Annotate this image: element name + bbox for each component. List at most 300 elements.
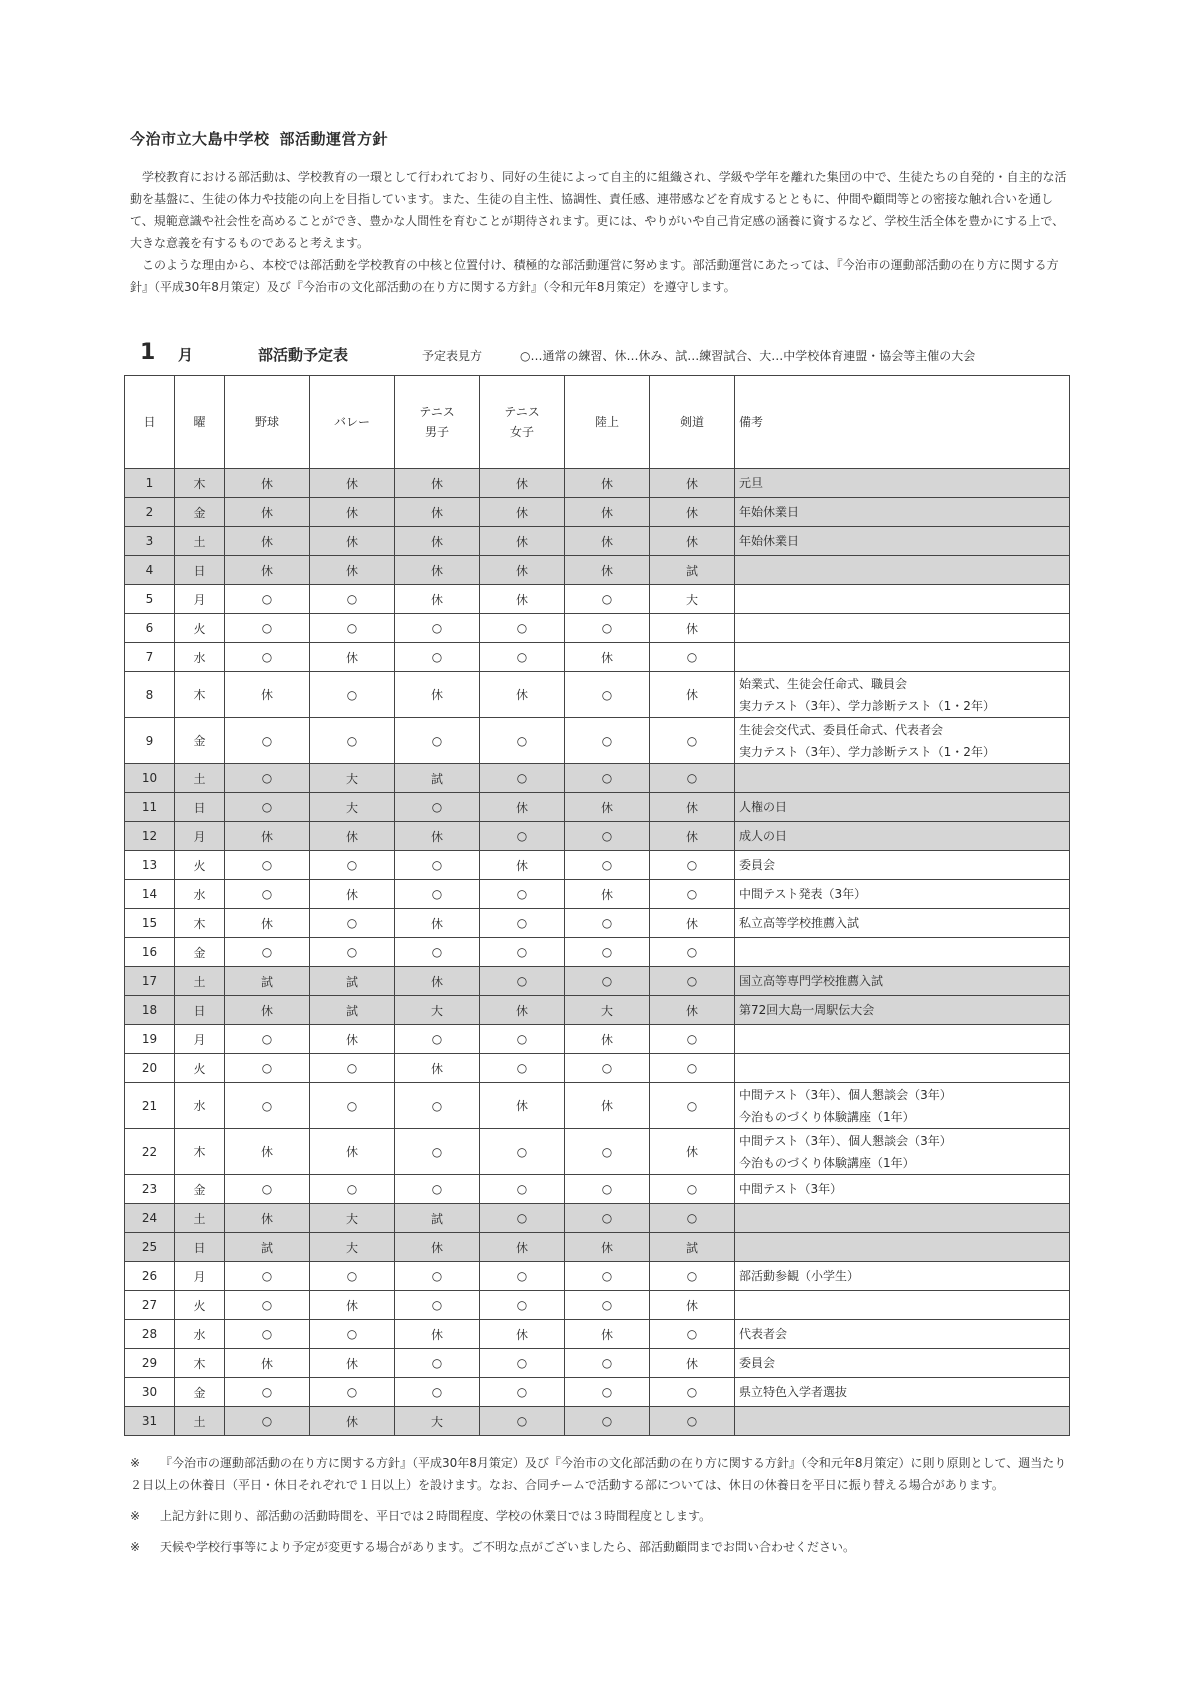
- cell-baseball: ○: [225, 851, 310, 880]
- cell-tennis-men: 大: [395, 996, 480, 1025]
- cell-remarks: [735, 1233, 1070, 1262]
- cell-remarks: [735, 967, 1070, 996]
- cell-tennis-men: ○: [395, 938, 480, 967]
- cell-weekday: 金: [175, 1175, 225, 1204]
- cell-day: 10: [125, 764, 175, 793]
- cell-remarks: [735, 643, 1070, 672]
- cell-tennis-men: 休: [395, 1054, 480, 1083]
- cell-track: 休: [565, 1320, 650, 1349]
- cell-day: 26: [125, 1262, 175, 1291]
- cell-volleyball: ○: [310, 1054, 395, 1083]
- cell-kendo: 大: [650, 585, 735, 614]
- cell-volleyball: 休: [310, 556, 395, 585]
- intro-text: [130, 166, 1070, 298]
- cell-baseball: ○: [225, 1025, 310, 1054]
- cell-volleyball: ○: [310, 585, 395, 614]
- cell-volleyball: 大: [310, 764, 395, 793]
- cell-tennis-women: ○: [480, 1054, 565, 1083]
- cell-tennis-women: ○: [480, 1349, 565, 1378]
- cell-track: 休: [565, 556, 650, 585]
- cell-kendo: ○: [650, 967, 735, 996]
- table-row: [125, 1233, 1070, 1262]
- cell-kendo: 休: [650, 1291, 735, 1320]
- cell-day: 11: [125, 793, 175, 822]
- cell-track: ○: [565, 1349, 650, 1378]
- header-tennis-women-line1: テニス: [504, 405, 540, 419]
- cell-tennis-women: 休: [480, 498, 565, 527]
- remark-line: 成人の日: [739, 829, 788, 843]
- remark-line: 始業式、生徒会任命式、職員会: [739, 676, 908, 691]
- table-row: [125, 1204, 1070, 1233]
- cell-kendo: 休: [650, 909, 735, 938]
- cell-tennis-women: ○: [480, 938, 565, 967]
- cell-tennis-men: ○: [395, 1262, 480, 1291]
- cell-day: 4: [125, 556, 175, 585]
- cell-day: 18: [125, 996, 175, 1025]
- cell-day: 16: [125, 938, 175, 967]
- cell-baseball: ○: [225, 1407, 310, 1436]
- cell-baseball: 休: [225, 556, 310, 585]
- cell-track: 休: [565, 643, 650, 672]
- cell-tennis-men: ○: [395, 643, 480, 672]
- remark-line: 第72回大島一周駅伝大会: [739, 1003, 875, 1017]
- cell-tennis-women: ○: [480, 718, 565, 764]
- cell-volleyball: 休: [310, 880, 395, 909]
- cell-remarks: [735, 1407, 1070, 1436]
- cell-tennis-men: 大: [395, 1407, 480, 1436]
- cell-remarks: [735, 909, 1070, 938]
- intro-paragraph-2: このような理由から、本校では部活動を学校教育の中核と位置付け、積極的な部活動運営に努めます。部活動運営にあたっては、『今治市の運動部活動の在り方に関する方針』（平成30年8月策定）及び『今治市の文化部活動の在り方に関する方針』（令和元年8月策定）を遵守します。: [130, 258, 1059, 294]
- legend-text: ○…通常の練習、休…休み、試…練習試合、大…中学校体育連盟・協会等主催の大会: [520, 349, 976, 363]
- header-track: 陸上: [565, 376, 650, 469]
- cell-track: ○: [565, 851, 650, 880]
- cell-weekday: 日: [175, 1233, 225, 1262]
- cell-kendo: 休: [650, 1349, 735, 1378]
- footnote-mark: ※: [130, 1540, 141, 1554]
- header-tennis-men: [395, 376, 480, 469]
- cell-tennis-women: ○: [480, 1291, 565, 1320]
- cell-kendo: 休: [650, 672, 735, 718]
- table-row: [125, 1083, 1070, 1129]
- table-row: [125, 851, 1070, 880]
- cell-tennis-women: ○: [480, 1407, 565, 1436]
- cell-day: 20: [125, 1054, 175, 1083]
- cell-weekday: 火: [175, 1054, 225, 1083]
- remark-line: 人権の日: [739, 800, 788, 814]
- cell-remarks: [735, 996, 1070, 1025]
- table-row: [125, 718, 1070, 764]
- cell-day: 23: [125, 1175, 175, 1204]
- cell-kendo: ○: [650, 1262, 735, 1291]
- cell-volleyball: ○: [310, 909, 395, 938]
- cell-day: 12: [125, 822, 175, 851]
- cell-weekday: 金: [175, 718, 225, 764]
- cell-weekday: 土: [175, 764, 225, 793]
- cell-volleyball: 試: [310, 996, 395, 1025]
- cell-track: ○: [565, 1054, 650, 1083]
- cell-baseball: 休: [225, 469, 310, 498]
- cell-remarks: [735, 718, 1070, 764]
- cell-kendo: ○: [650, 1054, 735, 1083]
- header-weekday: 曜: [175, 376, 225, 469]
- cell-baseball: 休: [225, 1204, 310, 1233]
- cell-tennis-men: 試: [395, 764, 480, 793]
- footnote-text: 『今治市の運動部活動の在り方に関する方針』（平成30年8月策定）及び『今治市の文化部活動の在り方に関する方針』（令和元年8月策定）に則り原則として、週当たり２日以上の休養日（平日・休日それぞれで１日以上）を設けます。なお、合同チームで活動する部については、休日の休養日を平日に振り替える場合があります。: [130, 1456, 1067, 1492]
- footnote-text: 上記方針に則り、部活動の活動時間を、平日では２時間程度、学校の休業日では３時間程度とします。: [160, 1509, 712, 1523]
- cell-day: 1: [125, 469, 175, 498]
- cell-tennis-men: ○: [395, 1349, 480, 1378]
- cell-tennis-women: ○: [480, 1025, 565, 1054]
- table-row: [125, 822, 1070, 851]
- cell-kendo: ○: [650, 1083, 735, 1129]
- header-tennis-men-line1: テニス: [419, 405, 455, 419]
- cell-remarks: [735, 822, 1070, 851]
- cell-tennis-women: ○: [480, 909, 565, 938]
- cell-kendo: 試: [650, 1233, 735, 1262]
- cell-baseball: 休: [225, 1129, 310, 1175]
- cell-weekday: 木: [175, 672, 225, 718]
- cell-day: 15: [125, 909, 175, 938]
- cell-remarks: [735, 614, 1070, 643]
- cell-volleyball: ○: [310, 1175, 395, 1204]
- cell-weekday: 土: [175, 967, 225, 996]
- cell-baseball: 休: [225, 996, 310, 1025]
- cell-weekday: 水: [175, 1320, 225, 1349]
- cell-track: 休: [565, 793, 650, 822]
- cell-baseball: 休: [225, 1349, 310, 1378]
- cell-track: 休: [565, 880, 650, 909]
- cell-day: 13: [125, 851, 175, 880]
- table-row: [125, 1407, 1070, 1436]
- cell-day: 25: [125, 1233, 175, 1262]
- table-row: [125, 1349, 1070, 1378]
- table-row: [125, 793, 1070, 822]
- header-tennis-men-line2: 男子: [424, 425, 449, 439]
- cell-volleyball: 休: [310, 1129, 395, 1175]
- cell-track: 休: [565, 469, 650, 498]
- cell-day: 8: [125, 672, 175, 718]
- cell-remarks: [735, 1378, 1070, 1407]
- cell-baseball: ○: [225, 764, 310, 793]
- cell-weekday: 金: [175, 1378, 225, 1407]
- schedule-header: [140, 340, 1080, 370]
- cell-tennis-men: 休: [395, 672, 480, 718]
- table-row: [125, 967, 1070, 996]
- cell-track: ○: [565, 822, 650, 851]
- cell-baseball: ○: [225, 718, 310, 764]
- cell-remarks: [735, 527, 1070, 556]
- cell-volleyball: ○: [310, 718, 395, 764]
- cell-remarks: [735, 1083, 1070, 1129]
- remark-line: 実力テスト（3年）、学力診断テスト（1・2年）: [739, 744, 995, 759]
- cell-baseball: ○: [225, 643, 310, 672]
- cell-day: 3: [125, 527, 175, 556]
- cell-remarks: [735, 880, 1070, 909]
- cell-weekday: 日: [175, 793, 225, 822]
- cell-track: ○: [565, 1204, 650, 1233]
- cell-weekday: 水: [175, 1083, 225, 1129]
- cell-day: 27: [125, 1291, 175, 1320]
- cell-baseball: ○: [225, 1291, 310, 1320]
- header-remarks: 備考: [735, 376, 1070, 469]
- cell-weekday: 月: [175, 822, 225, 851]
- cell-kendo: ○: [650, 718, 735, 764]
- schedule-body: [125, 469, 1070, 1436]
- cell-volleyball: 休: [310, 469, 395, 498]
- table-row: [125, 1378, 1070, 1407]
- cell-track: ○: [565, 672, 650, 718]
- cell-tennis-men: ○: [395, 880, 480, 909]
- cell-volleyball: 休: [310, 1025, 395, 1054]
- cell-tennis-women: 休: [480, 793, 565, 822]
- cell-kendo: ○: [650, 880, 735, 909]
- cell-track: ○: [565, 764, 650, 793]
- intro-paragraph-1: 学校教育における部活動は、学校教育の一環として行われており、同好の生徒によって自主的に組織され、学級や学年を離れた集団の中で、生徒たちの自発的・自主的な活動を基盤に、生徒の体力や技能の向上を目指しています。また、生徒の自主性、協調性、責任感、連帯感などを育成するとともに、仲間や顧問等との密接な触れ合いを通して、規範意識や社会性を高めることができ、豊かな人間性を育むことが期待されます。更には、やりがいや自己肯定感の涵養に資するなど、学校生活全体を豊かにする上で、大きな意義を有するものであると考えます。: [130, 170, 1067, 250]
- remark-line: 代表者会: [739, 1327, 788, 1341]
- cell-kendo: 休: [650, 469, 735, 498]
- cell-tennis-men: 休: [395, 498, 480, 527]
- remark-line: 委員会: [739, 858, 776, 872]
- remark-line: 委員会: [739, 1356, 776, 1370]
- cell-baseball: ○: [225, 585, 310, 614]
- cell-kendo: 休: [650, 822, 735, 851]
- cell-weekday: 火: [175, 851, 225, 880]
- footnote-mark: ※: [130, 1509, 141, 1523]
- remark-line: 実力テスト（3年）、学力診断テスト（1・2年）: [739, 698, 995, 713]
- cell-volleyball: 大: [310, 1233, 395, 1262]
- table-row: [125, 1054, 1070, 1083]
- cell-tennis-men: 休: [395, 556, 480, 585]
- cell-tennis-women: 休: [480, 469, 565, 498]
- cell-track: ○: [565, 614, 650, 643]
- cell-kendo: ○: [650, 764, 735, 793]
- cell-tennis-men: 休: [395, 1233, 480, 1262]
- school-name: 今治市立大島中学校: [130, 130, 270, 148]
- cell-weekday: 日: [175, 556, 225, 585]
- cell-remarks: [735, 585, 1070, 614]
- table-row: [125, 498, 1070, 527]
- cell-tennis-men: 休: [395, 967, 480, 996]
- cell-track: ○: [565, 967, 650, 996]
- cell-day: 17: [125, 967, 175, 996]
- cell-tennis-women: ○: [480, 614, 565, 643]
- cell-baseball: ○: [225, 1262, 310, 1291]
- cell-remarks: [735, 938, 1070, 967]
- cell-volleyball: ○: [310, 1262, 395, 1291]
- cell-remarks: [735, 851, 1070, 880]
- cell-track: ○: [565, 1129, 650, 1175]
- header-kendo: 剣道: [650, 376, 735, 469]
- cell-tennis-women: 休: [480, 1083, 565, 1129]
- cell-day: 21: [125, 1083, 175, 1129]
- cell-kendo: ○: [650, 1407, 735, 1436]
- cell-volleyball: 休: [310, 822, 395, 851]
- remark-line: 県立特色入学者選抜: [739, 1385, 848, 1399]
- table-row: [125, 1129, 1070, 1175]
- remark-line: 中間テスト発表（3年）: [739, 887, 867, 901]
- cell-kendo: ○: [650, 1378, 735, 1407]
- cell-tennis-men: 休: [395, 822, 480, 851]
- remark-line: 国立高等専門学校推薦入試: [739, 974, 884, 988]
- cell-kendo: ○: [650, 1204, 735, 1233]
- cell-track: 休: [565, 1083, 650, 1129]
- cell-tennis-men: 休: [395, 585, 480, 614]
- cell-tennis-women: ○: [480, 822, 565, 851]
- cell-baseball: 休: [225, 822, 310, 851]
- cell-remarks: [735, 764, 1070, 793]
- cell-weekday: 木: [175, 1349, 225, 1378]
- cell-tennis-men: 試: [395, 1204, 480, 1233]
- header-baseball: 野球: [225, 376, 310, 469]
- cell-baseball: ○: [225, 938, 310, 967]
- cell-remarks: [735, 1175, 1070, 1204]
- month-number: 1: [140, 340, 156, 365]
- cell-tennis-women: ○: [480, 764, 565, 793]
- cell-volleyball: 休: [310, 498, 395, 527]
- cell-weekday: 水: [175, 643, 225, 672]
- cell-kendo: 休: [650, 527, 735, 556]
- cell-volleyball: ○: [310, 1320, 395, 1349]
- cell-track: 休: [565, 1025, 650, 1054]
- cell-baseball: 試: [225, 967, 310, 996]
- cell-weekday: 木: [175, 469, 225, 498]
- cell-weekday: 金: [175, 938, 225, 967]
- cell-kendo: ○: [650, 1175, 735, 1204]
- cell-remarks: [735, 1129, 1070, 1175]
- cell-track: ○: [565, 1378, 650, 1407]
- cell-tennis-men: ○: [395, 851, 480, 880]
- cell-remarks: [735, 1291, 1070, 1320]
- table-row: [125, 469, 1070, 498]
- legend-label: 予定表見方: [422, 349, 483, 363]
- cell-tennis-men: ○: [395, 1129, 480, 1175]
- cell-kendo: 休: [650, 498, 735, 527]
- table-row: [125, 643, 1070, 672]
- cell-weekday: 木: [175, 1129, 225, 1175]
- cell-tennis-men: ○: [395, 1083, 480, 1129]
- cell-tennis-men: ○: [395, 614, 480, 643]
- cell-day: 30: [125, 1378, 175, 1407]
- cell-baseball: ○: [225, 1054, 310, 1083]
- cell-track: ○: [565, 1291, 650, 1320]
- cell-remarks: [735, 672, 1070, 718]
- table-row: [125, 614, 1070, 643]
- cell-baseball: 試: [225, 1233, 310, 1262]
- table-row: [125, 672, 1070, 718]
- table-row: [125, 585, 1070, 614]
- cell-baseball: ○: [225, 1175, 310, 1204]
- remark-line: 今治ものづくり体験講座（1年）: [739, 1109, 915, 1124]
- cell-remarks: [735, 469, 1070, 498]
- cell-volleyball: 休: [310, 643, 395, 672]
- cell-tennis-men: 休: [395, 909, 480, 938]
- table-row: [125, 1320, 1070, 1349]
- cell-tennis-women: ○: [480, 880, 565, 909]
- cell-day: 29: [125, 1349, 175, 1378]
- cell-track: 休: [565, 1233, 650, 1262]
- cell-tennis-women: ○: [480, 1175, 565, 1204]
- remark-line: 部活動参観（小学生）: [739, 1269, 860, 1283]
- cell-volleyball: 休: [310, 527, 395, 556]
- cell-tennis-women: 休: [480, 851, 565, 880]
- cell-remarks: [735, 556, 1070, 585]
- cell-baseball: ○: [225, 1083, 310, 1129]
- cell-kendo: 試: [650, 556, 735, 585]
- table-row: [125, 556, 1070, 585]
- cell-volleyball: ○: [310, 938, 395, 967]
- cell-tennis-women: ○: [480, 1262, 565, 1291]
- table-row: [125, 1262, 1070, 1291]
- cell-day: 9: [125, 718, 175, 764]
- table-row: [125, 909, 1070, 938]
- cell-track: ○: [565, 585, 650, 614]
- cell-track: ○: [565, 909, 650, 938]
- cell-weekday: 火: [175, 1291, 225, 1320]
- cell-baseball: ○: [225, 793, 310, 822]
- cell-day: 5: [125, 585, 175, 614]
- cell-day: 6: [125, 614, 175, 643]
- cell-tennis-men: ○: [395, 793, 480, 822]
- cell-remarks: [735, 1054, 1070, 1083]
- table-row: [125, 1175, 1070, 1204]
- cell-kendo: 休: [650, 614, 735, 643]
- table-row: [125, 764, 1070, 793]
- remark-line: 生徒会交代式、委員任命式、代表者会: [739, 722, 944, 737]
- cell-weekday: 土: [175, 527, 225, 556]
- cell-tennis-women: 休: [480, 996, 565, 1025]
- cell-tennis-men: ○: [395, 1378, 480, 1407]
- cell-track: ○: [565, 1175, 650, 1204]
- cell-volleyball: ○: [310, 1083, 395, 1129]
- cell-tennis-men: ○: [395, 1025, 480, 1054]
- cell-weekday: 水: [175, 880, 225, 909]
- table-row: [125, 996, 1070, 1025]
- cell-tennis-women: 休: [480, 1233, 565, 1262]
- cell-volleyball: 大: [310, 793, 395, 822]
- cell-tennis-women: 休: [480, 1320, 565, 1349]
- table-row: [125, 1291, 1070, 1320]
- cell-day: 19: [125, 1025, 175, 1054]
- cell-remarks: [735, 1204, 1070, 1233]
- footnote-mark: ※: [130, 1456, 141, 1470]
- cell-baseball: 休: [225, 527, 310, 556]
- cell-remarks: [735, 1349, 1070, 1378]
- cell-track: 休: [565, 527, 650, 556]
- cell-weekday: 火: [175, 614, 225, 643]
- header-tennis-women: [480, 376, 565, 469]
- schedule-table: [124, 375, 1070, 1436]
- cell-remarks: [735, 793, 1070, 822]
- cell-day: 22: [125, 1129, 175, 1175]
- remark-line: 中間テスト（3年）: [739, 1182, 843, 1196]
- cell-weekday: 土: [175, 1204, 225, 1233]
- cell-remarks: [735, 1320, 1070, 1349]
- cell-kendo: 休: [650, 1129, 735, 1175]
- cell-volleyball: 休: [310, 1349, 395, 1378]
- cell-weekday: 月: [175, 1025, 225, 1054]
- cell-remarks: [735, 1262, 1070, 1291]
- cell-baseball: ○: [225, 1320, 310, 1349]
- cell-tennis-women: ○: [480, 1378, 565, 1407]
- cell-kendo: ○: [650, 643, 735, 672]
- cell-weekday: 金: [175, 498, 225, 527]
- cell-baseball: ○: [225, 614, 310, 643]
- cell-volleyball: ○: [310, 614, 395, 643]
- cell-day: 31: [125, 1407, 175, 1436]
- cell-tennis-men: 休: [395, 469, 480, 498]
- cell-day: 24: [125, 1204, 175, 1233]
- cell-tennis-women: ○: [480, 643, 565, 672]
